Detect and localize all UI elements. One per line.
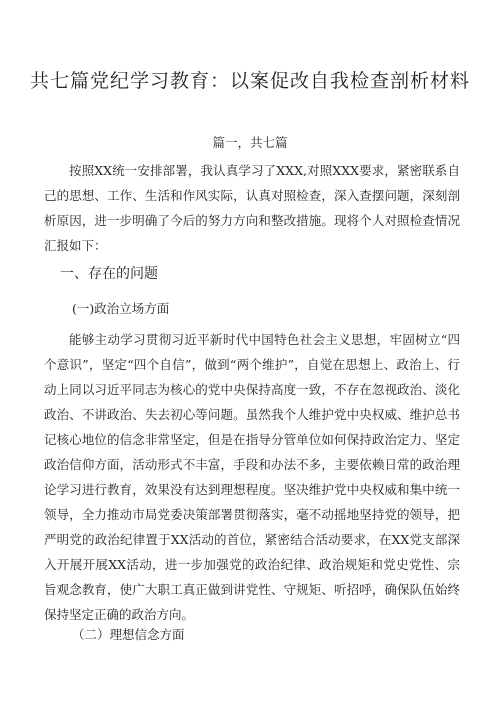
document-title: 共七篇党纪学习教育：以案促改自我检查剖析材料	[30, 70, 471, 92]
political-stance-paragraph: 能够主动学习贯彻习近平新时代中国特色社会主义思想，牢固树立“四个意识”，坚定“四个自信”，做到“两个维护”，自觉在思想上、政治上、行动上同以习近平同志为核心的党中央保持高度一致，不存在忽视政治、淡化政治、不讲政治、失去初心等问题。虽然我个人维护党中央权威、维护总书记核心地位的信念非常坚定，但是在指导分管单位如何保持政治定力、坚定政治信仰方面，活动形式不丰富，手段和办法不多，主要依赖日常的政治理论学习进行教育，效果没有达到理想程度。坚决维护党中央权威和集中统一领导，全力推动市局党委决策部署贯彻落实，毫不动摇地坚持党的领导，把严明党的政治纪律置于XX活动的首位，紧密结合活动要求，在XX党支部深入开展开展XX活动，进一步加强党的政治纪律、政治规矩和党史党性、宗旨观念教育，使广大职工真正做到讲党性、守规矩、听招呼，确保队伍始终保持坚定正确的政治方向。	[44, 332, 460, 622]
subsection-heading-political-stance: (一)政治立场方面	[72, 301, 170, 316]
section-heading-problems: 一、存在的问题	[60, 266, 158, 282]
subsection-heading-ideals-beliefs: （二）理想信念方面	[72, 627, 185, 642]
document-subtitle: 篇一，共七篇	[212, 135, 288, 150]
intro-paragraph: 按照XX统一安排部署，我认真学习了XXX,对照XXX要求，紧密联系自己的思想、工作、生活和作风实际，认真对照检查，深入查摆问题，深刻剖析原因，进一步明确了今后的努力方向和整改措施。现将个人对照检查情况汇报如下：	[44, 163, 460, 253]
